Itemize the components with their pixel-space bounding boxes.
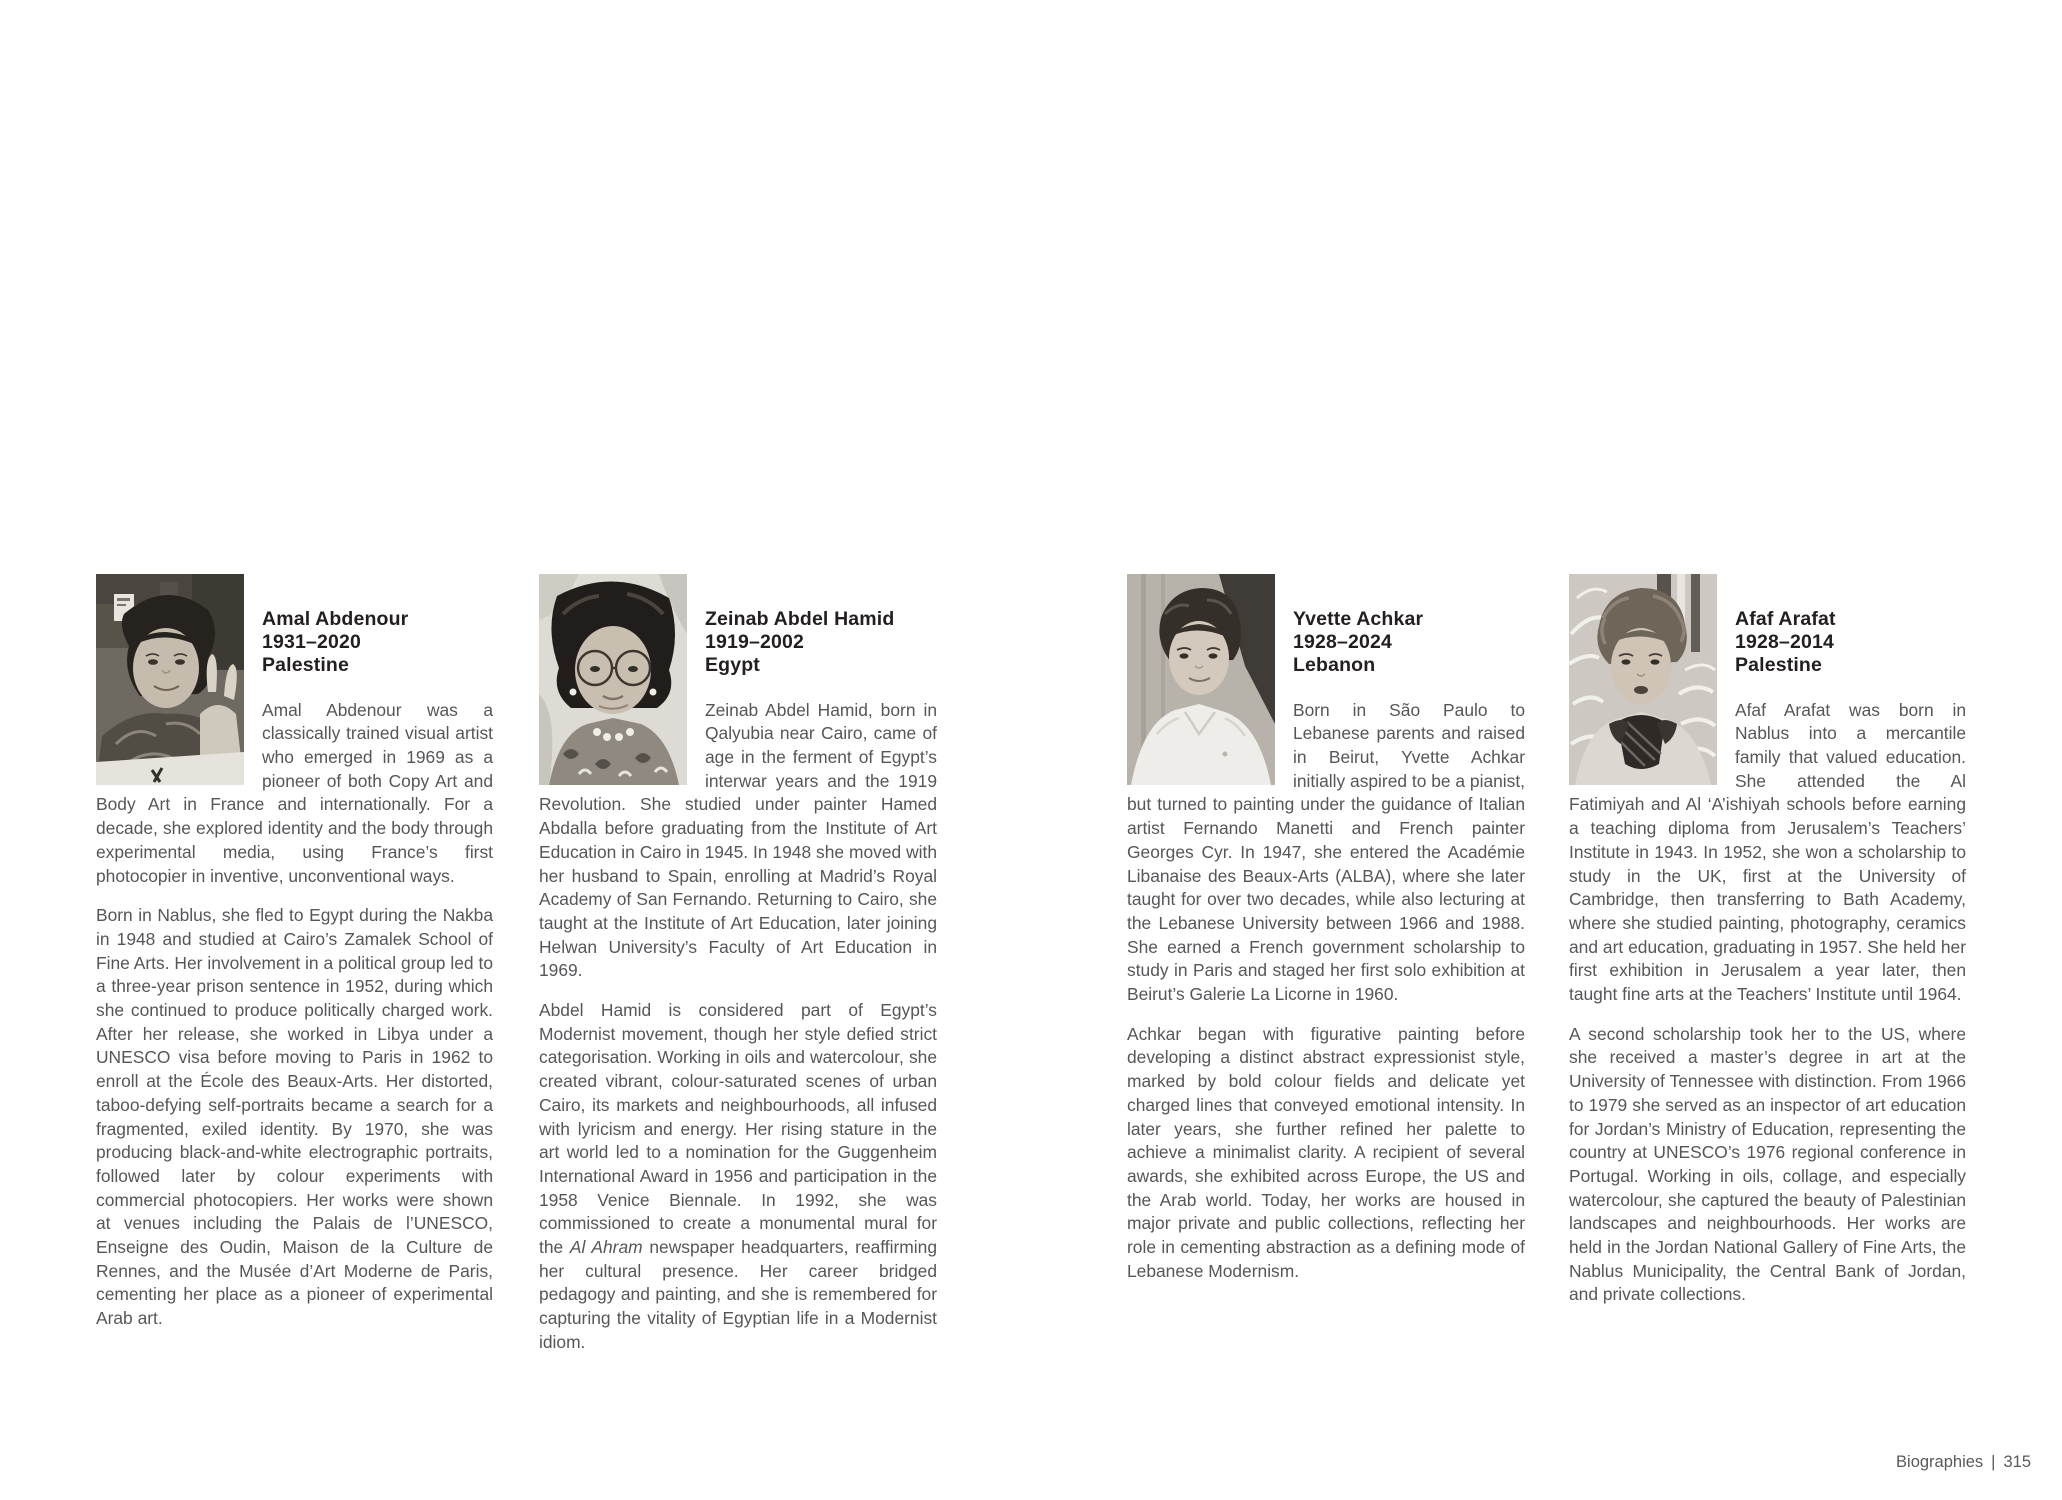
bio-text	[539, 699, 937, 1355]
footer-section-label: Biographies	[1896, 1453, 1984, 1471]
bio-paragraph: Afaf Arafat was born in Nablus into a mercantile family that valued education. She attended the Al Fatimiyah and Al ‘A’ishiyah schools before earning a teaching diploma from Jerusalem’s Teachers’ Institute in 1943. In 1952, she won a scholarship to study in the UK, first at the University of Cambridge, then transferring to Bath Academy, where she studied painting, photography, ceramics and art education, graduating in 1957. She held her first exhibition in Jerusalem a year later, then taught fine arts at the Teachers’ Institute until 1964.	[1569, 699, 1966, 1005]
footer-divider: |	[1991, 1453, 1996, 1471]
artist-name: Amal Abdenour	[262, 608, 409, 630]
artist-name: Yvette Achkar	[1293, 608, 1424, 630]
artist-country: Palestine	[262, 654, 349, 677]
bio-text	[1127, 699, 1525, 1284]
portrait-photo-amal-abdenour	[96, 574, 244, 785]
artist-country: Lebanon	[1293, 654, 1376, 677]
bio-text	[1569, 699, 1966, 1308]
portrait-photo-zeinab-abdel-hamid	[539, 574, 687, 785]
bio-entry-afaf-arafat	[1569, 574, 1966, 1307]
portrait-illustration	[1127, 574, 1275, 785]
bio-entry-zeinab-abdel-hamid	[539, 574, 937, 1355]
portrait-illustration	[1569, 574, 1717, 785]
portrait-illustration	[539, 574, 687, 785]
artist-name: Zeinab Abdel Hamid	[705, 608, 895, 630]
bio-paragraph: Born in São Paulo to Lebanese parents and raised in Beirut, Yvette Achkar initially aspired to be a pianist, but turned to painting under the guidance of Italian artist Fernando Manetti and French painter Georges Cyr. In 1947, she entered the Académie Libanaise des Beaux-Arts (ALBA), where she later taught for over two decades, while also lecturing at the Lebanese University between 1966 and 1988. She earned a French government scholarship to study in Paris and staged her first solo exhibition at Beirut’s Galerie La Licorne in 1960.	[1127, 699, 1526, 1005]
bio-paragraph: Amal Abdenour was a classically trained visual artist who emerged in 1969 as a pioneer of both Copy Art and Body Art in France and internationally. For a decade, she explored identity and the body through experimental media, using France’s first photocopier in inventive, unconventional ways.	[96, 699, 493, 886]
artist-years: 1928–2024	[1293, 631, 1392, 654]
artist-years: 1931–2020	[262, 631, 361, 654]
portrait-illustration	[96, 574, 244, 785]
page-footer	[1896, 1452, 2031, 1472]
bio-text	[96, 699, 493, 1331]
bio-entry-yvette-achkar	[1127, 574, 1525, 1283]
bio-entry-amal-abdenour	[96, 574, 493, 1331]
artist-country: Egypt	[705, 654, 760, 677]
artist-name: Afaf Arafat	[1735, 608, 1836, 630]
bio-paragraph: Achkar began with figurative painting before developing a distinct abstract expressionist style, marked by bold colour fields and delicate yet charged lines that conveyed emotional intensity. In later years, she further refined her palette to achieve a minimalist clarity. A recipient of several awards, she exhibited across Europe, the US and the Arab world. Today, her works are housed in major private and public collections, reflecting her role in cementing abstraction as a defining mode of Lebanese Modernism.	[1127, 1023, 1525, 1281]
bio-paragraph: A second scholarship took her to the US, where she received a master’s degree in art at the University of Tennessee with distinction. From 1966 to 1979 she served as an inspector of art education for Jordan’s Ministry of Education, representing the country at UNESCO’s 1976 regional conference in Portugal. Working in oils, collage, and especially watercolour, she captured the beauty of Palestinian landscapes and neighbourhoods. Her works are held in the Jordan National Gallery of Fine Arts, the Nablus Municipality, the Central Bank of Jordan, and private collections.	[1569, 1023, 1966, 1305]
footer-page-number: 315	[2003, 1453, 2031, 1471]
bio-paragraph: Born in Nablus, she fled to Egypt during the Nakba in 1948 and studied at Cairo’s Zamalek School of Fine Arts. Her involvement in a political group led to a three-year prison sentence in 1952, during which she continued to produce politically charged work. After her release, she worked in Libya under a UNESCO visa before moving to Paris in 1962 to enroll at the École des Beaux-Arts. Her distorted, taboo-defying self-portraits became a search for a fragmented, exiled identity. By 1970, she was producing black-and-white electrographic portraits, followed later by colour experiments with commercial photocopiers. Her works were shown at venues including the Palais de l’UNESCO, Enseigne des Oudin, Maison de la Culture de Rennes, and the Musée d’Art Moderne de Paris, cementing her place as a pioneer of experimental Arab art.	[96, 905, 493, 1329]
portrait-photo-afaf-arafat	[1569, 574, 1717, 785]
portrait-photo-yvette-achkar	[1127, 574, 1275, 785]
bio-paragraph: Abdel Hamid is considered part of Egypt’s Modernist movement, though her style defied strict categorisation. Working in oils and watercolour, she created vibrant, colour-saturated scenes of urban Cairo, its markets and neighbourhoods, all infused with lyricism and energy. Her rising stature in the art world led to a nomination for the Guggenheim International Award in 1956 and participation in the 1958 Venice Biennale. In 1992, she was commissioned to create a monumental mural for the Al Ahram newspaper headquarters, reaffirming her cultural presence. Her career bridged pedagogy and painting, and she is remembered for capturing the vitality of Egyptian life in a Modernist idiom.	[539, 1000, 937, 1352]
artist-country: Palestine	[1735, 654, 1822, 677]
artist-years: 1919–2002	[705, 631, 804, 654]
artist-years: 1928–2014	[1735, 631, 1834, 654]
bio-paragraph: Zeinab Abdel Hamid, born in Qalyubia near Cairo, came of age in the ferment of Egypt’s interwar years and the 1919 Revolution. She studied under painter Hamed Abdalla before graduating from the Institute of Art Education in Cairo in 1945. In 1948 she moved with her husband to Spain, enrolling at Madrid’s Royal Academy of San Fernando. Returning to Cairo, she taught at the Institute of Art Education, later joining Helwan University’s Faculty of Art Education in 1969.	[539, 699, 937, 981]
